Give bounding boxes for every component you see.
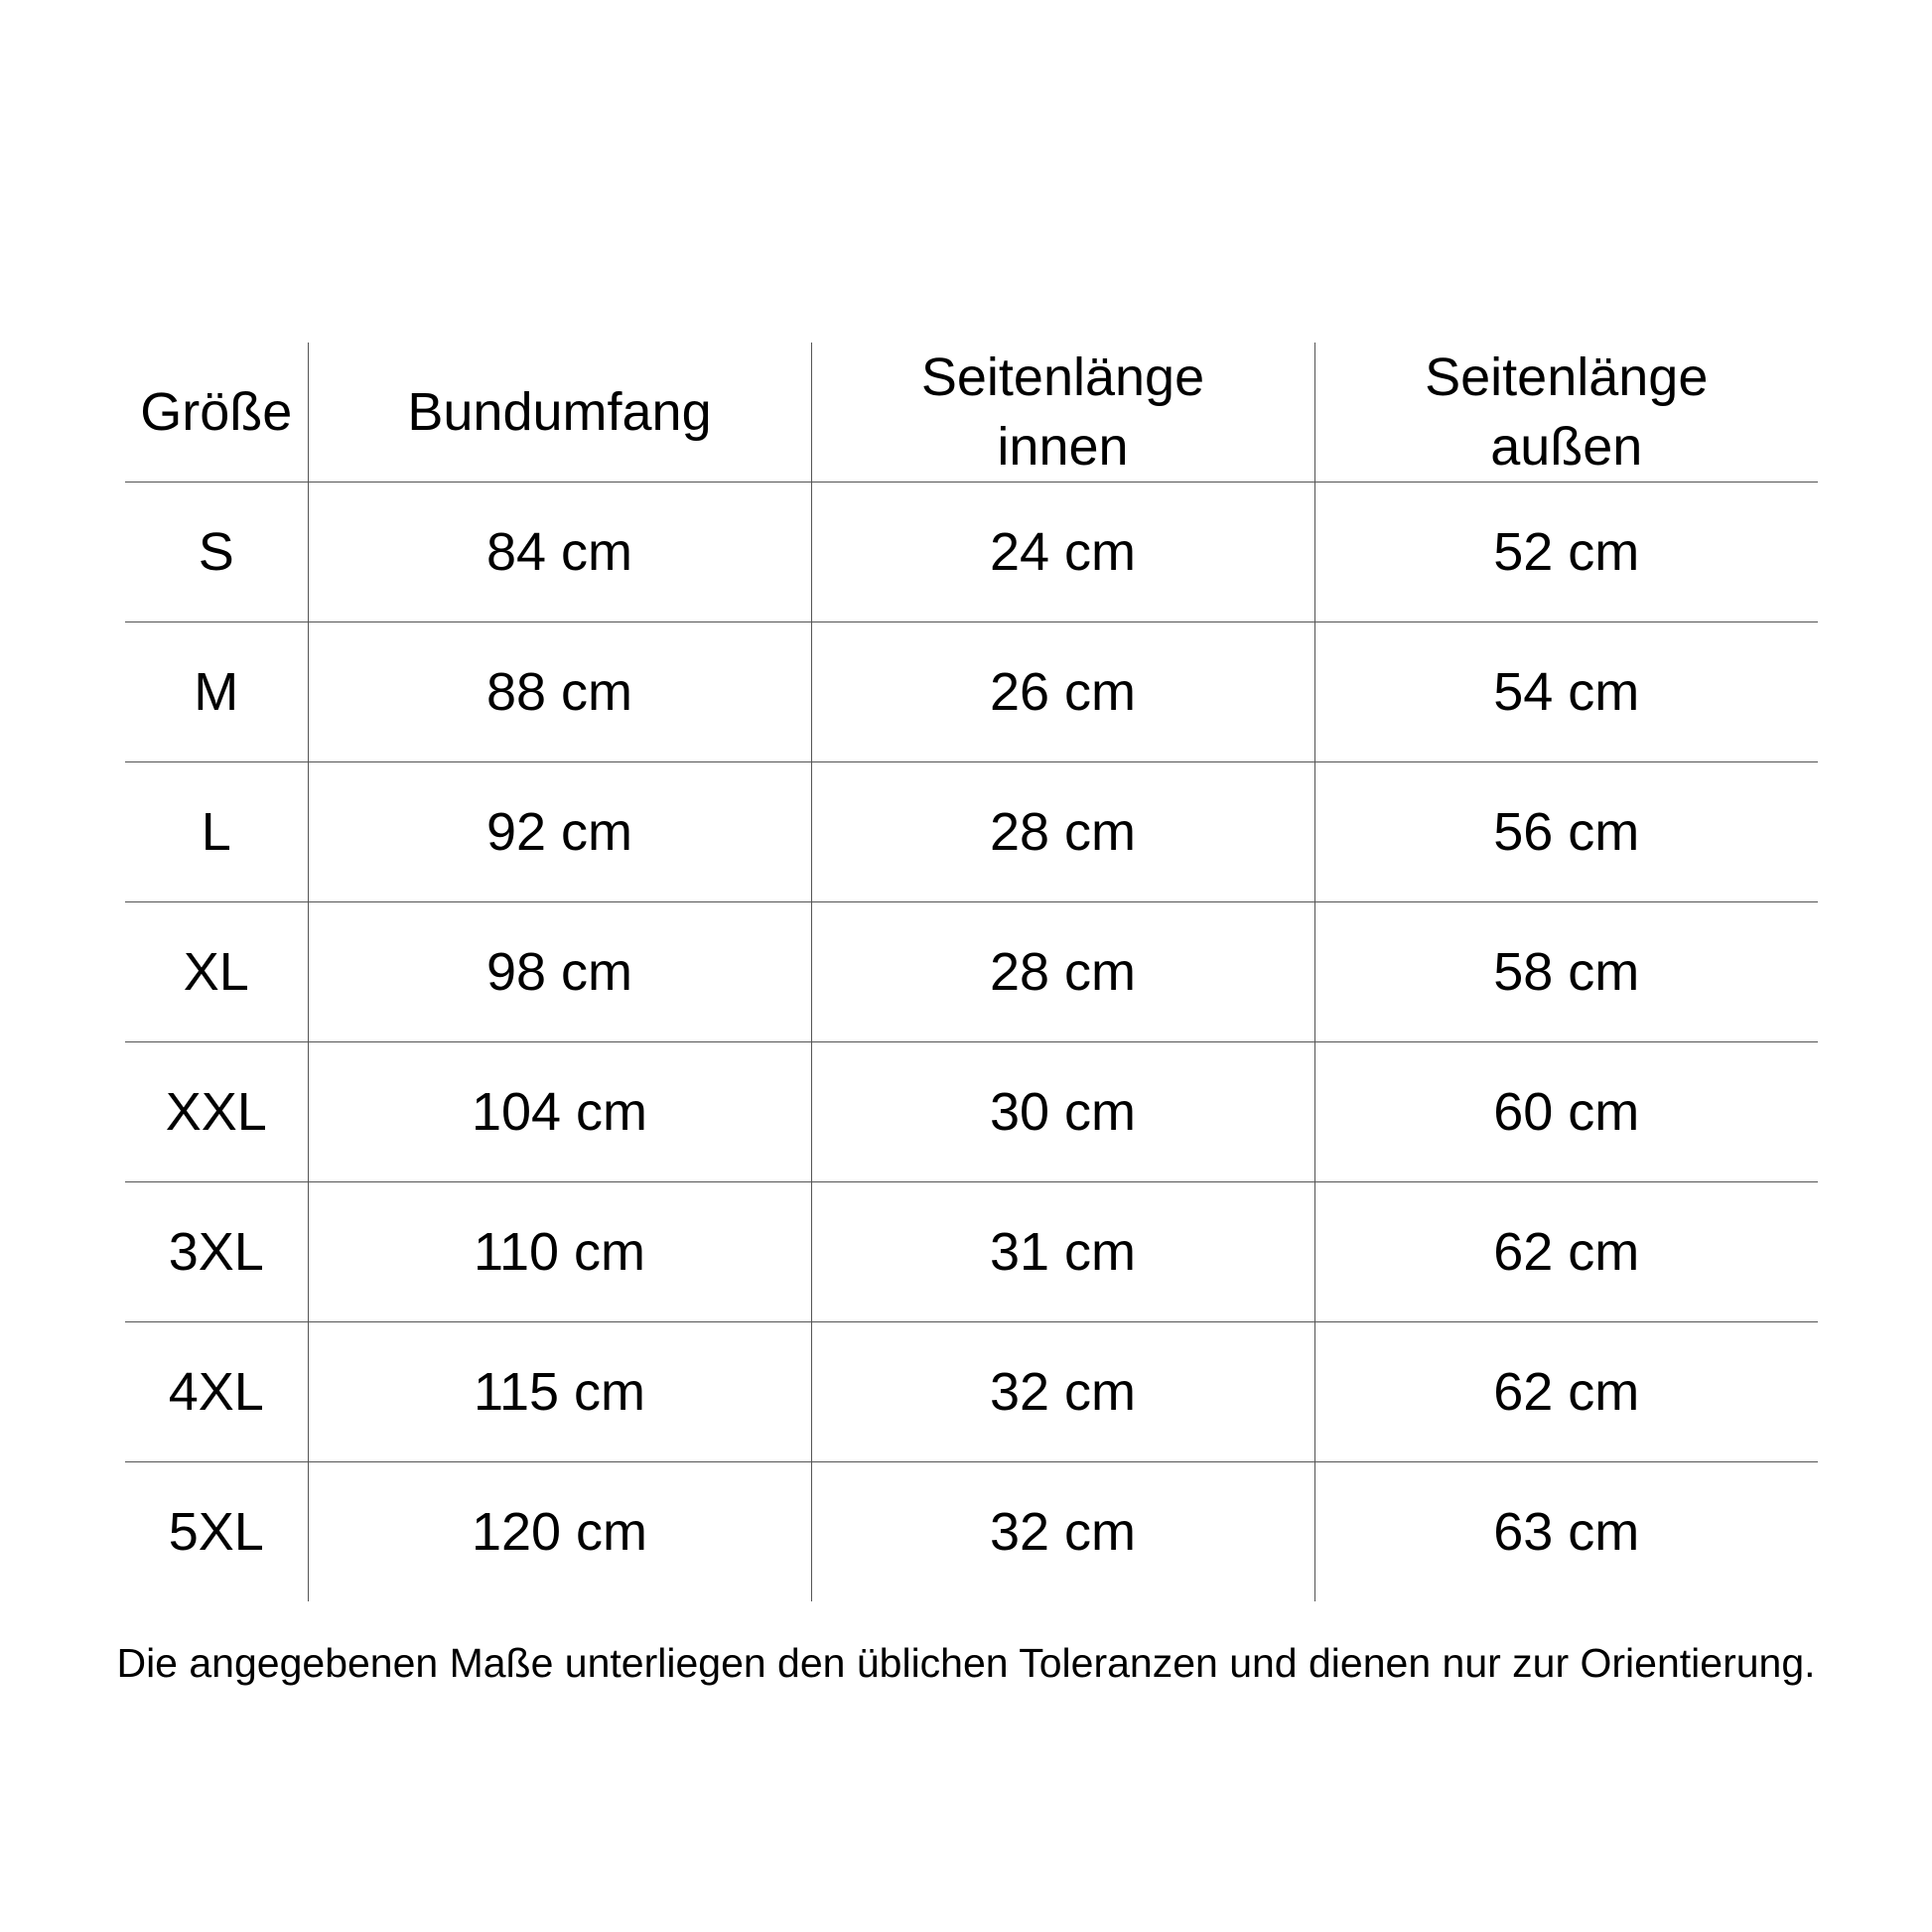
cell-outseam: 63 cm — [1314, 1462, 1818, 1602]
header-inseam-label-line-1: Seitenlänge — [920, 347, 1205, 407]
cell-outseam: 62 cm — [1314, 1182, 1818, 1322]
size-chart-table — [125, 343, 1818, 1601]
table-row — [125, 762, 1818, 902]
cell-waist: 104 cm — [308, 1042, 811, 1182]
cell-size: 4XL — [125, 1322, 308, 1462]
cell-outseam: 62 cm — [1314, 1322, 1818, 1462]
cell-size: L — [125, 762, 308, 902]
size-chart-body — [125, 483, 1818, 1602]
header-size-label: Größe — [140, 382, 293, 442]
cell-waist: 110 cm — [308, 1182, 811, 1322]
header-row — [125, 343, 1818, 483]
header-size — [125, 343, 308, 483]
cell-waist: 98 cm — [308, 902, 811, 1042]
cell-outseam: 54 cm — [1314, 622, 1818, 762]
cell-inseam: 28 cm — [811, 762, 1314, 902]
table-row — [125, 1182, 1818, 1322]
tolerance-footnote: Die angegebenen Maße unterliegen den üblichen Toleranzen und dienen nur zur Orientierung. — [116, 1640, 1816, 1686]
cell-waist: 115 cm — [308, 1322, 811, 1462]
cell-waist: 84 cm — [308, 483, 811, 622]
cell-size: 3XL — [125, 1182, 308, 1322]
header-outseam — [1314, 343, 1818, 483]
size-chart-header — [125, 343, 1818, 483]
cell-outseam: 58 cm — [1314, 902, 1818, 1042]
table-row — [125, 902, 1818, 1042]
cell-inseam: 26 cm — [811, 622, 1314, 762]
cell-waist: 92 cm — [308, 762, 811, 902]
header-waist-label: Bundumfang — [407, 382, 712, 442]
cell-size: XXL — [125, 1042, 308, 1182]
cell-outseam: 60 cm — [1314, 1042, 1818, 1182]
table-row — [125, 483, 1818, 622]
cell-inseam: 32 cm — [811, 1322, 1314, 1462]
header-waist — [308, 343, 811, 483]
header-inseam-label-line-2: innen — [997, 417, 1129, 477]
cell-size: S — [198, 522, 234, 582]
cell-outseam: 56 cm — [1314, 762, 1818, 902]
cell-outseam: 52 cm — [1314, 483, 1818, 622]
cell-waist: 88 cm — [308, 622, 811, 762]
table-row — [125, 1322, 1818, 1462]
cell-inseam: 32 cm — [811, 1462, 1314, 1602]
cell-inseam: 24 cm — [811, 483, 1314, 622]
cell-size: 5XL — [125, 1462, 308, 1602]
header-inseam — [811, 343, 1314, 483]
table-row — [125, 1042, 1818, 1182]
table-row — [125, 622, 1818, 762]
table-row — [125, 1462, 1818, 1602]
cell-inseam: 31 cm — [811, 1182, 1314, 1322]
cell-waist: 120 cm — [308, 1462, 811, 1602]
header-outseam-label-line-1: Seitenlänge — [1425, 347, 1709, 407]
cell-size: M — [125, 622, 308, 762]
header-outseam-label-line-2: außen — [1490, 417, 1643, 477]
cell-inseam: 28 cm — [811, 902, 1314, 1042]
cell-size: XL — [125, 902, 308, 1042]
cell-inseam: 30 cm — [811, 1042, 1314, 1182]
